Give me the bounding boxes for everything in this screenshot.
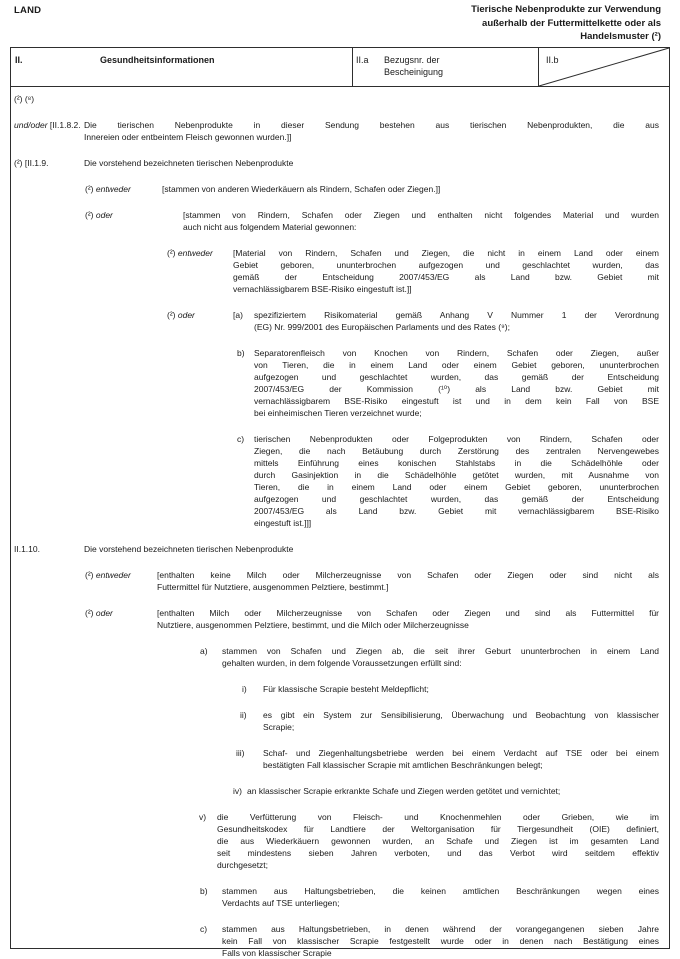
- text-line: stammen von Schafen und Ziegen ab, die seit ihrer Geburt ununterbrochen in einem Land: [222, 646, 659, 656]
- text-line: an klassischer Scrapie erkrankte Schafe und Ziegen werden getötet und vernichtet;: [247, 786, 561, 796]
- text-line: bestätigten Fall klassischer Scrapie mit amtlichen Beschränkungen belegt;: [263, 760, 543, 770]
- body-row: [11, 683, 669, 695]
- text-line: Verdachts auf TSE unterliegen;: [222, 898, 340, 908]
- text-line: Tieren, die in einem Land oder einem Gebiet geboren, ununterbrochen: [254, 482, 659, 492]
- body-row: [11, 347, 669, 419]
- body-row: [11, 709, 669, 733]
- row-text: [233, 247, 659, 295]
- list-marker: b): [237, 348, 245, 358]
- body-row: [11, 645, 669, 669]
- text-line: von Tieren, die in einem Land oder einem Gebiet geboren, ununterbrochen: [254, 360, 659, 370]
- row-label-part: oder: [177, 310, 195, 320]
- row-text: [84, 543, 659, 555]
- body-row: [11, 569, 669, 593]
- row-label-part: (²): [167, 248, 178, 258]
- text-line: Gesundheitskodex für Landtiere der Weltorganisation für Tiergesundheit (OIE) definiert,: [217, 824, 659, 834]
- text-line: durchgesetzt;: [217, 860, 269, 870]
- text-line: eingestuft ist.]]]: [254, 518, 312, 528]
- row-label: [85, 183, 131, 195]
- body-row: [11, 543, 669, 555]
- list-marker: v): [199, 812, 207, 822]
- body-row: [11, 209, 669, 233]
- diagonal-line: [539, 48, 669, 86]
- row-text: [222, 885, 659, 909]
- row-text: [84, 119, 659, 143]
- row-text: [183, 209, 659, 233]
- section-title: Gesundheitsinformationen: [100, 55, 215, 65]
- text-line: [stammen von anderen Wiederkäuern als Rindern, Schafen oder Ziegen.]]: [162, 184, 441, 194]
- text-line: Nutztiere, ausgenommen Pelztiere, bestimmt, und die Milch oder Milcherzeugnisse: [157, 620, 469, 630]
- text-line: 2007/453/EG als Land bzw. Gebiet mit vernachlässigbarem BSE-Risiko: [254, 506, 659, 516]
- text-line: seit mindestens sieben Jahren verboten, und das Verbot wird seitdem effektiv: [217, 848, 659, 858]
- row-label-part: entweder: [177, 248, 213, 258]
- row-label: [167, 247, 213, 259]
- list-marker: iii): [236, 748, 245, 758]
- row-text: [157, 607, 659, 631]
- row-text: [162, 183, 659, 195]
- list-marker: iv): [233, 786, 242, 796]
- text-line: Ziegen, die nach Betäubung durch Zerstörung des zentralen Nervengewebes: [254, 446, 659, 456]
- ref-cell-number: II.a: [356, 55, 369, 65]
- text-line: [enthalten Milch oder Milcherzeugnisse von Schafen oder Ziegen und sind als Futtermittel für: [157, 608, 659, 618]
- text-line: Innereien oder entbeintem Fleisch gewonnen wurden.]]: [84, 132, 292, 142]
- row-text: [247, 785, 659, 797]
- text-line: vernachlässigbarem BSE-Risiko eingestuft ist und in dem kein Fall von BSE: [254, 396, 659, 406]
- row-label-part: (²): [85, 570, 96, 580]
- text-line: stammen aus Haltungsbetrieben, in denen während der vorangegangenen sieben Jahre: [222, 924, 659, 934]
- certificate-body: [11, 87, 669, 958]
- text-line: Die vorstehend bezeichneten tierischen Nebenprodukte: [84, 544, 294, 554]
- ref-cell-label: Bezugsnr. der Bescheinigung: [384, 55, 444, 77]
- health-info-table: [10, 47, 670, 958]
- title-line: außerhalb der Futtermittelkette oder als: [482, 17, 661, 29]
- row-label-part: (²): [167, 310, 178, 320]
- body-row: [11, 811, 669, 871]
- row-label-part: (²): [85, 184, 96, 194]
- title-line: Tierische Nebenprodukte zur Verwendung: [471, 4, 661, 15]
- row-label-part: oder: [95, 608, 113, 618]
- body-row: [11, 747, 669, 771]
- text-line: kein Fall von klassischer Scrapie festgestellt wurde oder in denen nach Bestätigung eines: [222, 936, 659, 946]
- text-line: die Verfütterung von Fleisch- und Knochenmehlen oder Grieben, wie im: [217, 812, 659, 822]
- list-marker: a): [200, 646, 208, 656]
- country-label: LAND: [14, 5, 42, 16]
- list-marker: [a): [233, 310, 243, 320]
- text-line: Schaf- und Ziegenhaltungsbetriebe werden bei einem Verdacht auf TSE oder bei einem: [263, 748, 659, 758]
- text-line: Die tierischen Nebenprodukte in dieser Sendung bestehen aus tierischen Nebenprodukten, die aus: [84, 120, 659, 130]
- list-marker: c): [237, 434, 245, 444]
- row-label-part: (²) [II.1.9.: [14, 158, 49, 168]
- text-line: [Material von Rindern, Schafen und Ziegen, die nicht in einem Land oder einem: [233, 248, 659, 258]
- text-line: stammen aus Haltungsbetrieben, die keinen amtlichen Beschränkungen wegen eines: [222, 886, 659, 896]
- body-row: [11, 93, 669, 105]
- text-line: mittels Einführung eines konischen Stahlstabs in die Schädelhöhle oder: [254, 458, 659, 468]
- body-row: [11, 119, 669, 143]
- body-row: [11, 157, 669, 169]
- body-row: [11, 885, 669, 909]
- row-label: [167, 309, 195, 321]
- row-label: [14, 543, 40, 555]
- row-label: [11, 93, 34, 105]
- text-line: es gibt ein System zur Sensibilisierung, Überwachung und Beobachtung von klassischer: [263, 710, 659, 720]
- list-marker: ii): [240, 710, 247, 720]
- row-text: [263, 709, 659, 733]
- header-cell-iib: [539, 48, 669, 86]
- row-label: [14, 157, 48, 169]
- row-label-part: (²): [85, 210, 96, 220]
- text-line: Für klassische Scrapie besteht Meldepflicht;: [263, 684, 429, 694]
- title-line: Handelsmuster (²): [580, 31, 661, 42]
- body-row: [11, 183, 669, 195]
- row-label-part: (²): [85, 608, 96, 618]
- text-line: gemäß der Entscheidung 2007/453/EG als Land bzw. Gebiet mit: [233, 272, 659, 282]
- iib-cell-number: II.b: [546, 55, 559, 65]
- row-text: [254, 433, 659, 529]
- text-line: (EG) Nr. 999/2001 des Europäischen Parlaments und des Rates (⁹);: [254, 322, 510, 332]
- row-text: [263, 683, 659, 695]
- body-row: [11, 433, 669, 529]
- text-line: spezifiziertem Risikomaterial gemäß Anhang V Nummer 1 der Verordnung: [254, 310, 659, 320]
- text-line: [stammen von Rindern, Schafen oder Ziegen und enthalten nicht folgendes Material und wurden: [183, 210, 659, 220]
- list-marker: i): [242, 684, 247, 694]
- list-marker: c): [200, 924, 208, 934]
- row-label: [85, 569, 131, 581]
- text-line: Futtermittel für Nutztiere, ausgenommen Pelztiere, bestimmt.]: [157, 582, 389, 592]
- header-cell-reference-number: [353, 48, 539, 86]
- body-row: [11, 607, 669, 631]
- table-header-row: [11, 48, 669, 87]
- text-line: aufgezogen und geschlachtet wurden, das gemäß der Entscheidung: [254, 372, 659, 382]
- text-line: Die vorstehend bezeichneten tierischen Nebenprodukte: [84, 158, 294, 168]
- row-text: [222, 645, 659, 669]
- body-row: [11, 923, 669, 959]
- row-label-part: (²) (⁸): [14, 94, 35, 104]
- text-line: gehalten wurden, in dem folgende Voraussetzungen erfüllt sind:: [222, 658, 462, 668]
- row-label-part: oder: [95, 210, 113, 220]
- row-label-part: [II.1.8.2.: [47, 120, 81, 130]
- row-label-part: entweder: [95, 184, 131, 194]
- body-row: [11, 785, 669, 797]
- text-line: Separatorenfleisch von Knochen von Rindern, Schafen oder Ziegen, außer: [254, 348, 659, 358]
- row-text: [263, 747, 659, 771]
- body-row: [11, 247, 669, 295]
- text-line: durch Gasinjektion in die Schädelhöhle getötet wurden, mit Ausnahme von: [254, 470, 659, 480]
- text-line: Falls von klassischer Scrapie: [222, 948, 332, 958]
- row-text: [217, 811, 659, 871]
- text-line: Scrapie;: [263, 722, 295, 732]
- text-line: bei einheimischen Tieren verzeichnet wurde;: [254, 408, 422, 418]
- row-label: [85, 607, 113, 619]
- body-row: [11, 309, 669, 333]
- row-text: [157, 569, 659, 593]
- certificate-title: [471, 3, 661, 44]
- list-marker: b): [200, 886, 208, 896]
- text-line: 2007/453/EG der Kommission (¹⁰) als Land bzw. Gebiet mit: [254, 384, 659, 394]
- header-cell-health-info: [11, 48, 353, 86]
- text-line: aufgezogen und geschlachtet wurden, das gemäß der Entscheidung: [254, 494, 659, 504]
- row-label: [14, 119, 81, 131]
- text-line: vernachlässigbarem BSE-Risiko eingestuft ist.]]: [233, 284, 412, 294]
- text-line: tierischen Nebenprodukten oder Folgeprodukten von Rindern, Schafen oder: [254, 434, 659, 444]
- row-text: [254, 347, 659, 419]
- row-text: [254, 309, 659, 333]
- row-label: [85, 209, 113, 221]
- section-number: II.: [15, 55, 23, 65]
- text-line: die aus Wiederkäuern gewonnen wurden, an Schafe und Ziegen ist im gesamten Land: [217, 836, 659, 846]
- row-text: [222, 923, 659, 959]
- row-label-part: und/oder: [14, 120, 48, 130]
- text-line: [enthalten keine Milch oder Milcherzeugnisse von Schafen oder Ziegen oder sind nicht als: [157, 570, 659, 580]
- row-label-part: II.1.10.: [14, 544, 40, 554]
- text-line: auch nicht aus folgendem Material gewonnen:: [183, 222, 357, 232]
- row-label-part: entweder: [95, 570, 131, 580]
- row-text: [84, 157, 659, 169]
- text-line: Gebiet geboren, ununterbrochen aufgezogen und geschlachtet wurden, das: [233, 260, 659, 270]
